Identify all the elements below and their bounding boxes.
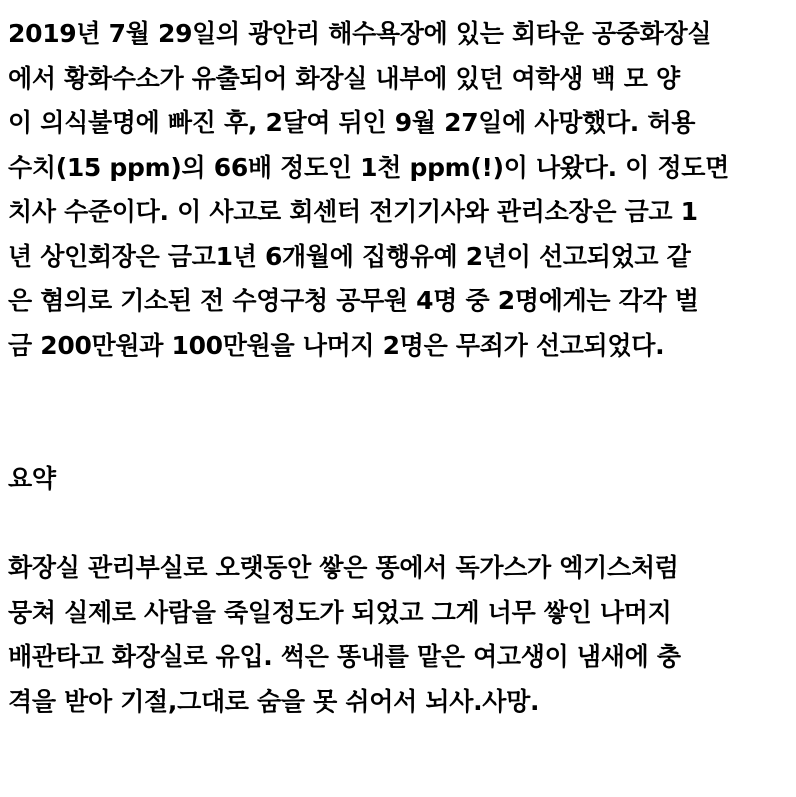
article-line: 2019년 7월 29일의 광안리 해수욕장에 있는 회타운 공중화장실 bbox=[8, 19, 712, 48]
spacer bbox=[8, 502, 790, 547]
document-body bbox=[8, 12, 790, 724]
summary-line: 격을 받아 기절,그대로 숨을 못 쉬어서 뇌사.사망. bbox=[8, 686, 540, 716]
article-line: 금 200만원과 100만원을 나머지 2명은 무죄가 선고되었다. bbox=[8, 330, 665, 360]
article-line: 수치(15 ppm)의 66배 정도인 1천 ppm(!)이 나왔다. 이 정도면 bbox=[8, 152, 729, 182]
summary-line: 뭉쳐 실제로 사람을 죽일정도가 되었고 그게 너무 쌓인 나머지 bbox=[8, 597, 672, 627]
article-line: 년 상인회장은 금고1년 6개월에 집행유예 2년이 선고되었고 같 bbox=[8, 241, 691, 271]
summary-paragraph bbox=[8, 546, 790, 724]
article-paragraph bbox=[8, 12, 790, 368]
summary-line: 배관타고 화장실로 유입. 썩은 똥내를 맡은 여고생이 냄새에 충 bbox=[8, 642, 681, 671]
summary-heading: 요약 bbox=[8, 464, 56, 493]
summary-line: 화장실 관리부실로 오랫동안 쌓은 똥에서 독가스가 엑기스처럼 bbox=[8, 553, 679, 582]
spacer bbox=[8, 368, 790, 457]
article-line: 에서 황화수소가 유출되어 화장실 내부에 있던 여학생 백 모 양 bbox=[8, 63, 680, 93]
article-line: 은 혐의로 기소된 전 수영구청 공무원 4명 중 2명에게는 각각 벌 bbox=[8, 286, 699, 315]
article-line: 이 의식불명에 빠진 후, 2달여 뒤인 9월 27일에 사망했다. 허용 bbox=[8, 108, 696, 137]
summary-heading-block bbox=[8, 457, 790, 502]
article-line: 치사 수준이다. 이 사고로 회센터 전기기사와 관리소장은 금고 1 bbox=[8, 197, 698, 226]
